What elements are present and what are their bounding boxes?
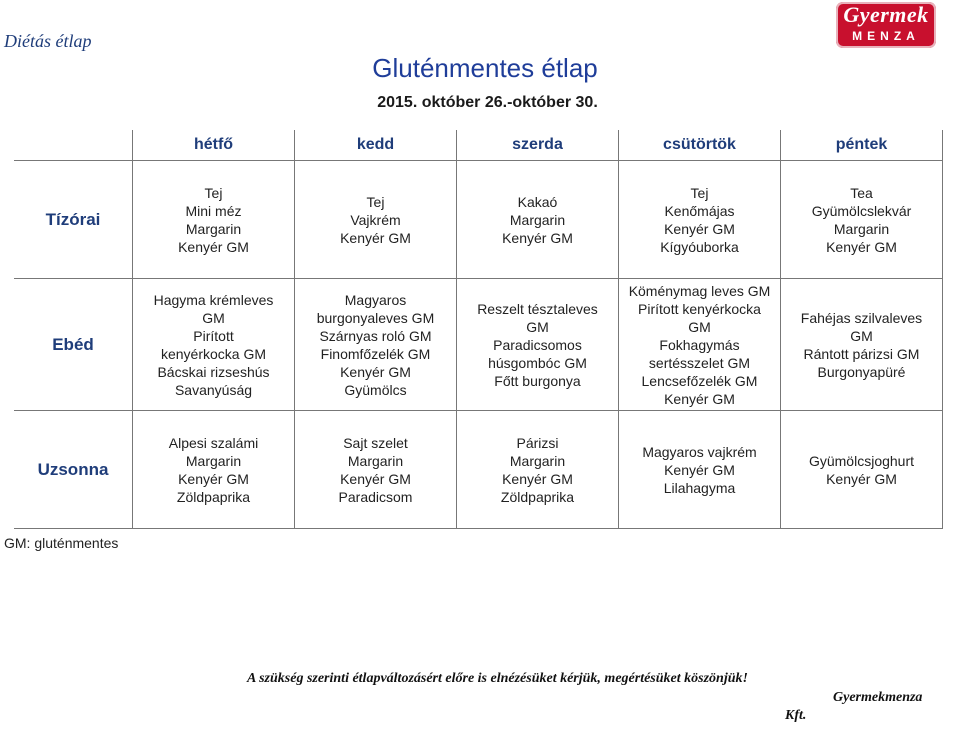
menu-cell-afternoon-snack-monday [133, 411, 294, 528]
gm-legend-note: GM: gluténmentes [4, 535, 119, 551]
logo-text-line2: MENZA [852, 29, 920, 43]
meal-label-lunch: Ebéd [52, 334, 94, 354]
menu-item-line: Fokhagymás [659, 336, 740, 353]
day-header-monday: hétfő [193, 136, 234, 153]
page-title: Gluténmentes étlap [372, 53, 598, 83]
date-range: 2015. október 26.-október 30. [377, 94, 598, 111]
menu-item-line: Rántott párizsi GM [803, 345, 920, 362]
menu-item-line: Margarin [185, 452, 242, 469]
menu-item-line: Sajt szelet [343, 434, 408, 451]
menu-cell-lunch-friday [781, 279, 942, 410]
menu-item-line: Kenyér GM [340, 229, 411, 246]
menu-item-line: Tej [366, 193, 385, 210]
meal-label-afternoon-snack: Uzsonna [37, 459, 109, 479]
menu-item-line: Párizsi [516, 434, 559, 451]
menu-item-line: Zöldpaprika [500, 488, 575, 505]
menu-cell-afternoon-snack-wednesday [457, 411, 618, 528]
footer-message: A szükség szerinti étlapváltozásért előre is elnézésüket kérjük, megértésüket köszönjük! [247, 671, 748, 686]
menu-item-line: Főtt burgonya [494, 372, 581, 389]
menu-item-line: burgonyaleves GM [316, 309, 435, 326]
menu-item-line: Margarin [833, 220, 890, 237]
menu-item-line: Magyaros [344, 291, 407, 308]
menu-cell-lunch-monday [133, 279, 294, 410]
menu-item-line: Tej [204, 184, 223, 201]
menu-cell-morning-snack-wednesday [457, 161, 618, 278]
menu-item-line: Pirított [193, 327, 234, 344]
menu-item-line: Kenyér GM [502, 229, 573, 246]
menu-item-line: Kenyér GM [826, 470, 897, 487]
menu-item-line: Hagyma krémleves [153, 291, 274, 308]
menu-item-line: húsgombóc GM [488, 354, 587, 371]
menu-item-line: Paradicsom [338, 488, 413, 505]
menu-cell-morning-snack-friday [781, 161, 942, 278]
menu-item-line: Tea [850, 184, 873, 201]
day-header-friday: péntek [835, 136, 888, 153]
menu-item-line: Burgonyapüré [817, 363, 906, 380]
meal-label-morning-snack: Tízórai [45, 209, 101, 229]
diet-menu-caption: Diétás étlap [4, 31, 92, 51]
menu-item-line: Kenyér GM [664, 461, 735, 478]
menu-item-line: Magyaros vajkrém [642, 443, 757, 460]
row-divider [14, 528, 943, 529]
menu-cell-lunch-thursday [619, 279, 780, 410]
menu-item-line: Kenyér GM [340, 470, 411, 487]
menu-item-line: Margarin [509, 452, 566, 469]
menu-item-line: Tej [690, 184, 709, 201]
menu-item-line: Savanyúság [174, 381, 253, 398]
menu-item-line: Gyümölcslekvár [811, 202, 912, 219]
menu-item-line: Fahéjas szilvaleves [800, 309, 923, 326]
menu-item-line: Kenyér GM [178, 470, 249, 487]
day-header-thursday: csütörtök [663, 136, 736, 153]
menu-cell-afternoon-snack-tuesday [295, 411, 456, 528]
gyermek-menza-logo [836, 2, 936, 48]
menu-item-line: Kenyér GM [664, 390, 735, 407]
menu-item-line: Lilahagyma [663, 479, 736, 496]
menu-item-line: Alpesi szalámi [168, 434, 259, 451]
menu-cell-lunch-wednesday [457, 279, 618, 410]
menu-item-line: Margarin [185, 220, 242, 237]
menu-item-line: Kígyóuborka [660, 238, 739, 255]
menu-item-line: GM [688, 318, 711, 335]
menu-item-line: Szárnyas roló GM [319, 327, 432, 344]
menu-item-line: Gyümölcsjoghurt [808, 452, 915, 469]
menu-item-line: Margarin [509, 211, 566, 228]
menu-item-line: Kenőmájas [664, 202, 735, 219]
day-header-wednesday: szerda [512, 136, 563, 153]
menu-item-line: GM [202, 309, 225, 326]
menu-item-line: Bácskai rizseshús [157, 363, 270, 380]
column-divider [942, 130, 943, 529]
menu-item-line: Kakaó [517, 193, 558, 210]
menu-item-line: Gyümölcs [344, 381, 407, 398]
menu-item-line: kenyérkocka GM [160, 345, 267, 362]
menu-cell-morning-snack-monday [133, 161, 294, 278]
menu-item-line: Kenyér GM [502, 470, 573, 487]
menu-item-line: GM [526, 318, 549, 335]
footer-company: Gyermekmenza [833, 690, 923, 705]
menu-item-line: Paradicsomos [493, 336, 582, 353]
day-header-tuesday: kedd [356, 136, 395, 153]
menu-cell-morning-snack-tuesday [295, 161, 456, 278]
menu-item-line: Kenyér GM [340, 363, 411, 380]
menu-item-line: sertésszelet GM [648, 354, 751, 371]
menu-cell-lunch-tuesday [295, 279, 456, 410]
menu-item-line: Kenyér GM [826, 238, 897, 255]
menu-table [14, 130, 943, 529]
menu-item-line: Pirított kenyérkocka [638, 300, 761, 317]
menu-item-line: Reszelt tésztaleves [477, 300, 598, 317]
menu-item-line: Köménymag leves GM [628, 282, 771, 299]
menu-item-line: Kenyér GM [178, 238, 249, 255]
menu-item-line: Kenyér GM [664, 220, 735, 237]
menu-item-line: Vajkrém [350, 211, 401, 228]
menu-item-line: Lencsefőzelék GM [641, 372, 758, 389]
menu-cell-afternoon-snack-thursday [619, 411, 780, 528]
menu-item-line: Finomfőzelék GM [320, 345, 431, 362]
menu-item-line: Margarin [347, 452, 404, 469]
menu-item-line: GM [850, 327, 873, 344]
menu-cell-afternoon-snack-friday [781, 411, 942, 528]
menu-item-line: Mini méz [185, 202, 242, 219]
menu-cell-morning-snack-thursday [619, 161, 780, 278]
footer-kft: Kft. [785, 708, 807, 723]
menu-item-line: Zöldpaprika [176, 488, 251, 505]
logo-text-line1: Gyermek [843, 2, 929, 27]
